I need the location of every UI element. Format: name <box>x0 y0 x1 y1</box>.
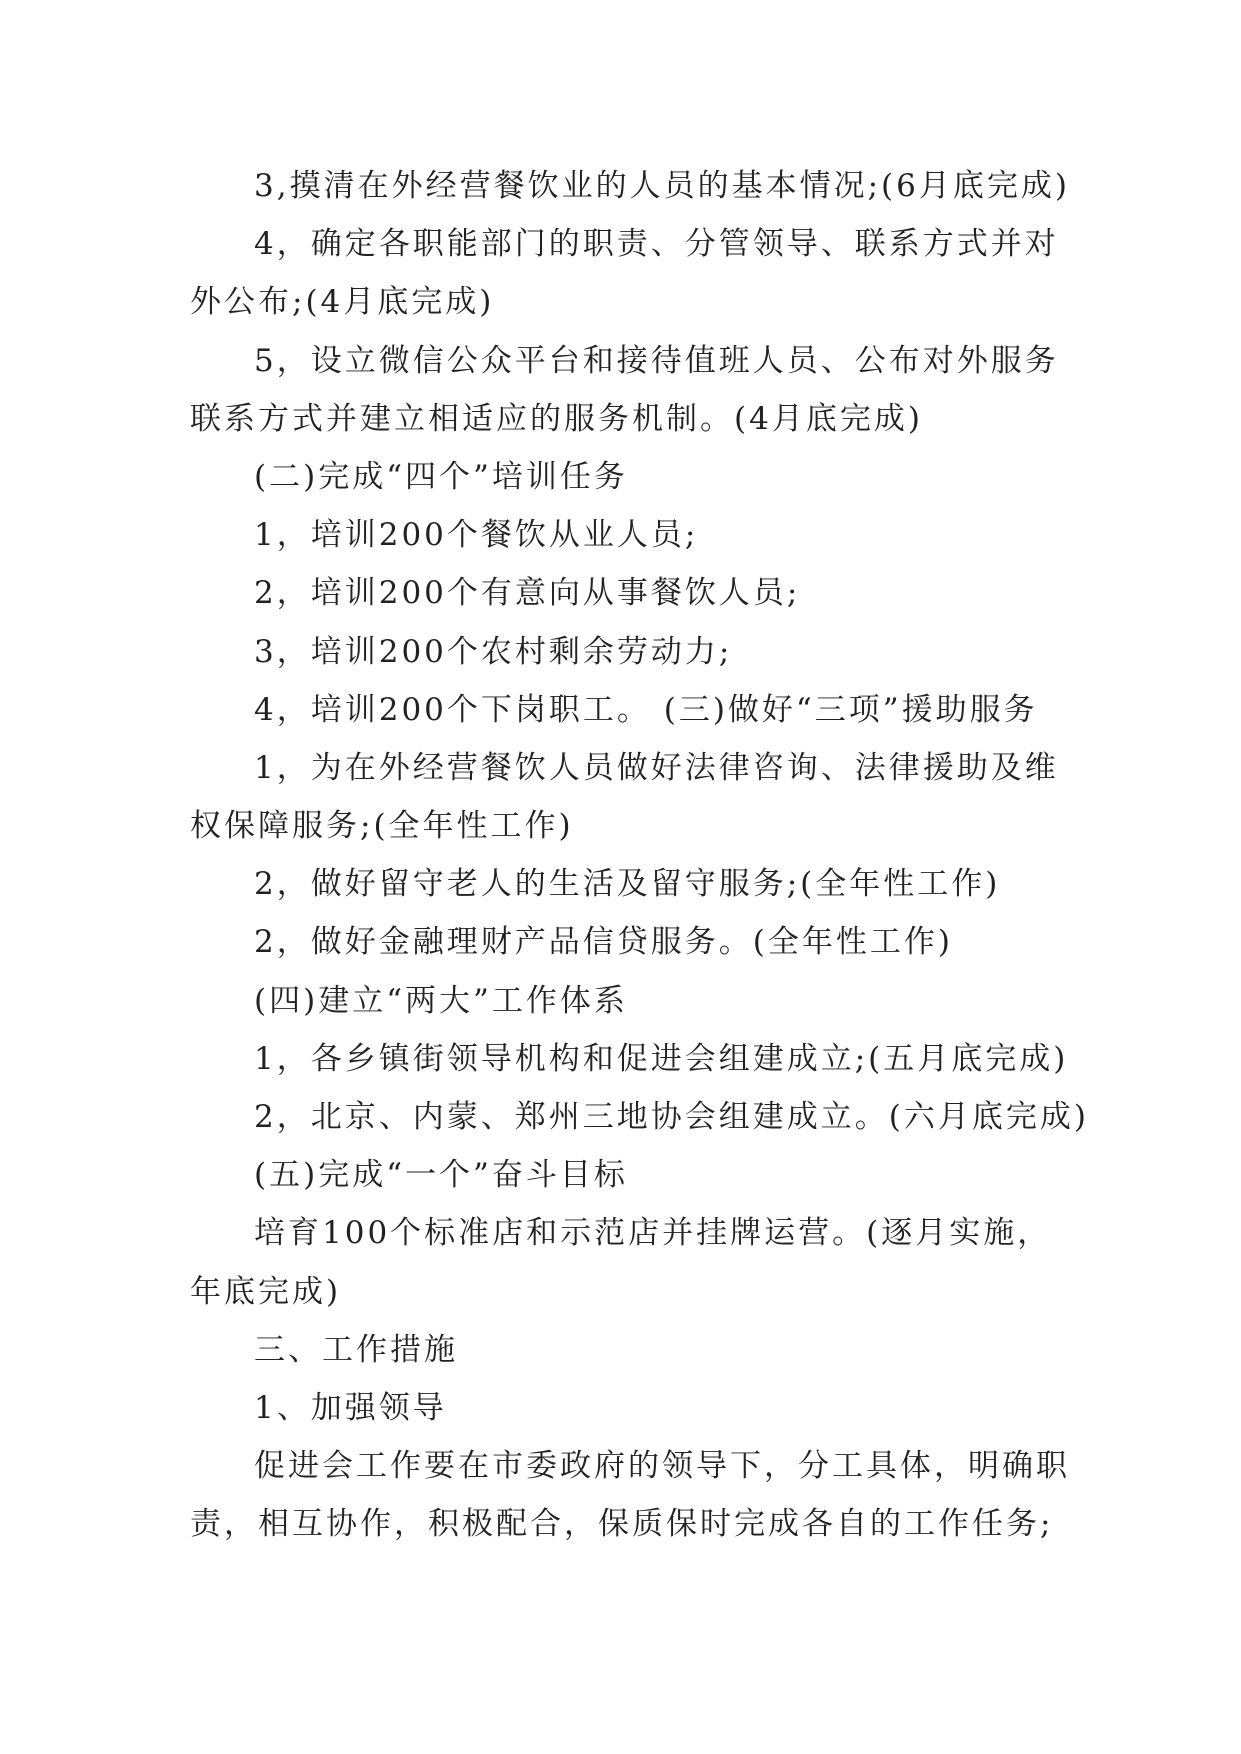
paragraph-line: 权保障服务;(全年性工作) <box>190 808 574 845</box>
paragraph-line: 促进会工作要在市委政府的领导下，分工具体，明确职 <box>254 1448 1070 1485</box>
paragraph-line: 培育100个标准店和示范店并挂牌运营。(逐月实施， <box>254 1215 1052 1252</box>
paragraph-line: 4，培训200个下岗职工。 (三)做好“三项”援助服务 <box>254 691 1038 728</box>
paragraph-line: 外公布;(4月底完成) <box>190 284 495 321</box>
paragraph-line: 5，设立微信公众平台和接待值班人员、公布对外服务 <box>254 342 1059 379</box>
paragraph-line: (四)建立“两大”工作体系 <box>254 982 628 1019</box>
paragraph-line: 年底完成) <box>190 1273 342 1310</box>
paragraph-line: (二)完成“四个”培训任务 <box>254 458 628 495</box>
paragraph-line: 2，培训200个有意向从事餐饮人员; <box>254 575 801 612</box>
paragraph-line: 2，做好留守老人的生活及留守服务;(全年性工作) <box>254 866 1001 903</box>
document-body <box>190 157 1089 1554</box>
paragraph-line: 1，各乡镇街领导机构和促进会组建成立;(五月底完成) <box>254 1040 1069 1077</box>
paragraph-line: 1，为在外经营餐饮人员做好法律咨询、法律援助及维 <box>254 749 1059 786</box>
paragraph-line: 3,摸清在外经营餐饮业的人员的基本情况;(6月底完成) <box>254 168 1070 204</box>
paragraph-line: 4，确定各职能部门的职责、分管领导、联系方式并对 <box>254 226 1059 263</box>
paragraph-line: 责，相互协作，积极配合，保质保时完成各自的工作任务; <box>190 1506 1054 1543</box>
paragraph-line: 1、加强领导 <box>254 1389 447 1426</box>
paragraph-line: (五)完成“一个”奋斗目标 <box>254 1157 628 1194</box>
paragraph-line: 联系方式并建立相适应的服务机制。(4月底完成) <box>190 400 923 437</box>
paragraph-line: 2，北京、内蒙、郑州三地协会组建成立。(六月底完成) <box>254 1099 1089 1135</box>
paragraph-line: 3，培训200个农村剩余劳动力; <box>254 633 733 670</box>
paragraph-line: 1，培训200个餐饮从业人员; <box>254 517 699 554</box>
paragraph-line: 2，做好金融理财产品信贷服务。(全年性工作) <box>254 924 953 961</box>
paragraph-line: 三、工作措施 <box>254 1331 458 1368</box>
